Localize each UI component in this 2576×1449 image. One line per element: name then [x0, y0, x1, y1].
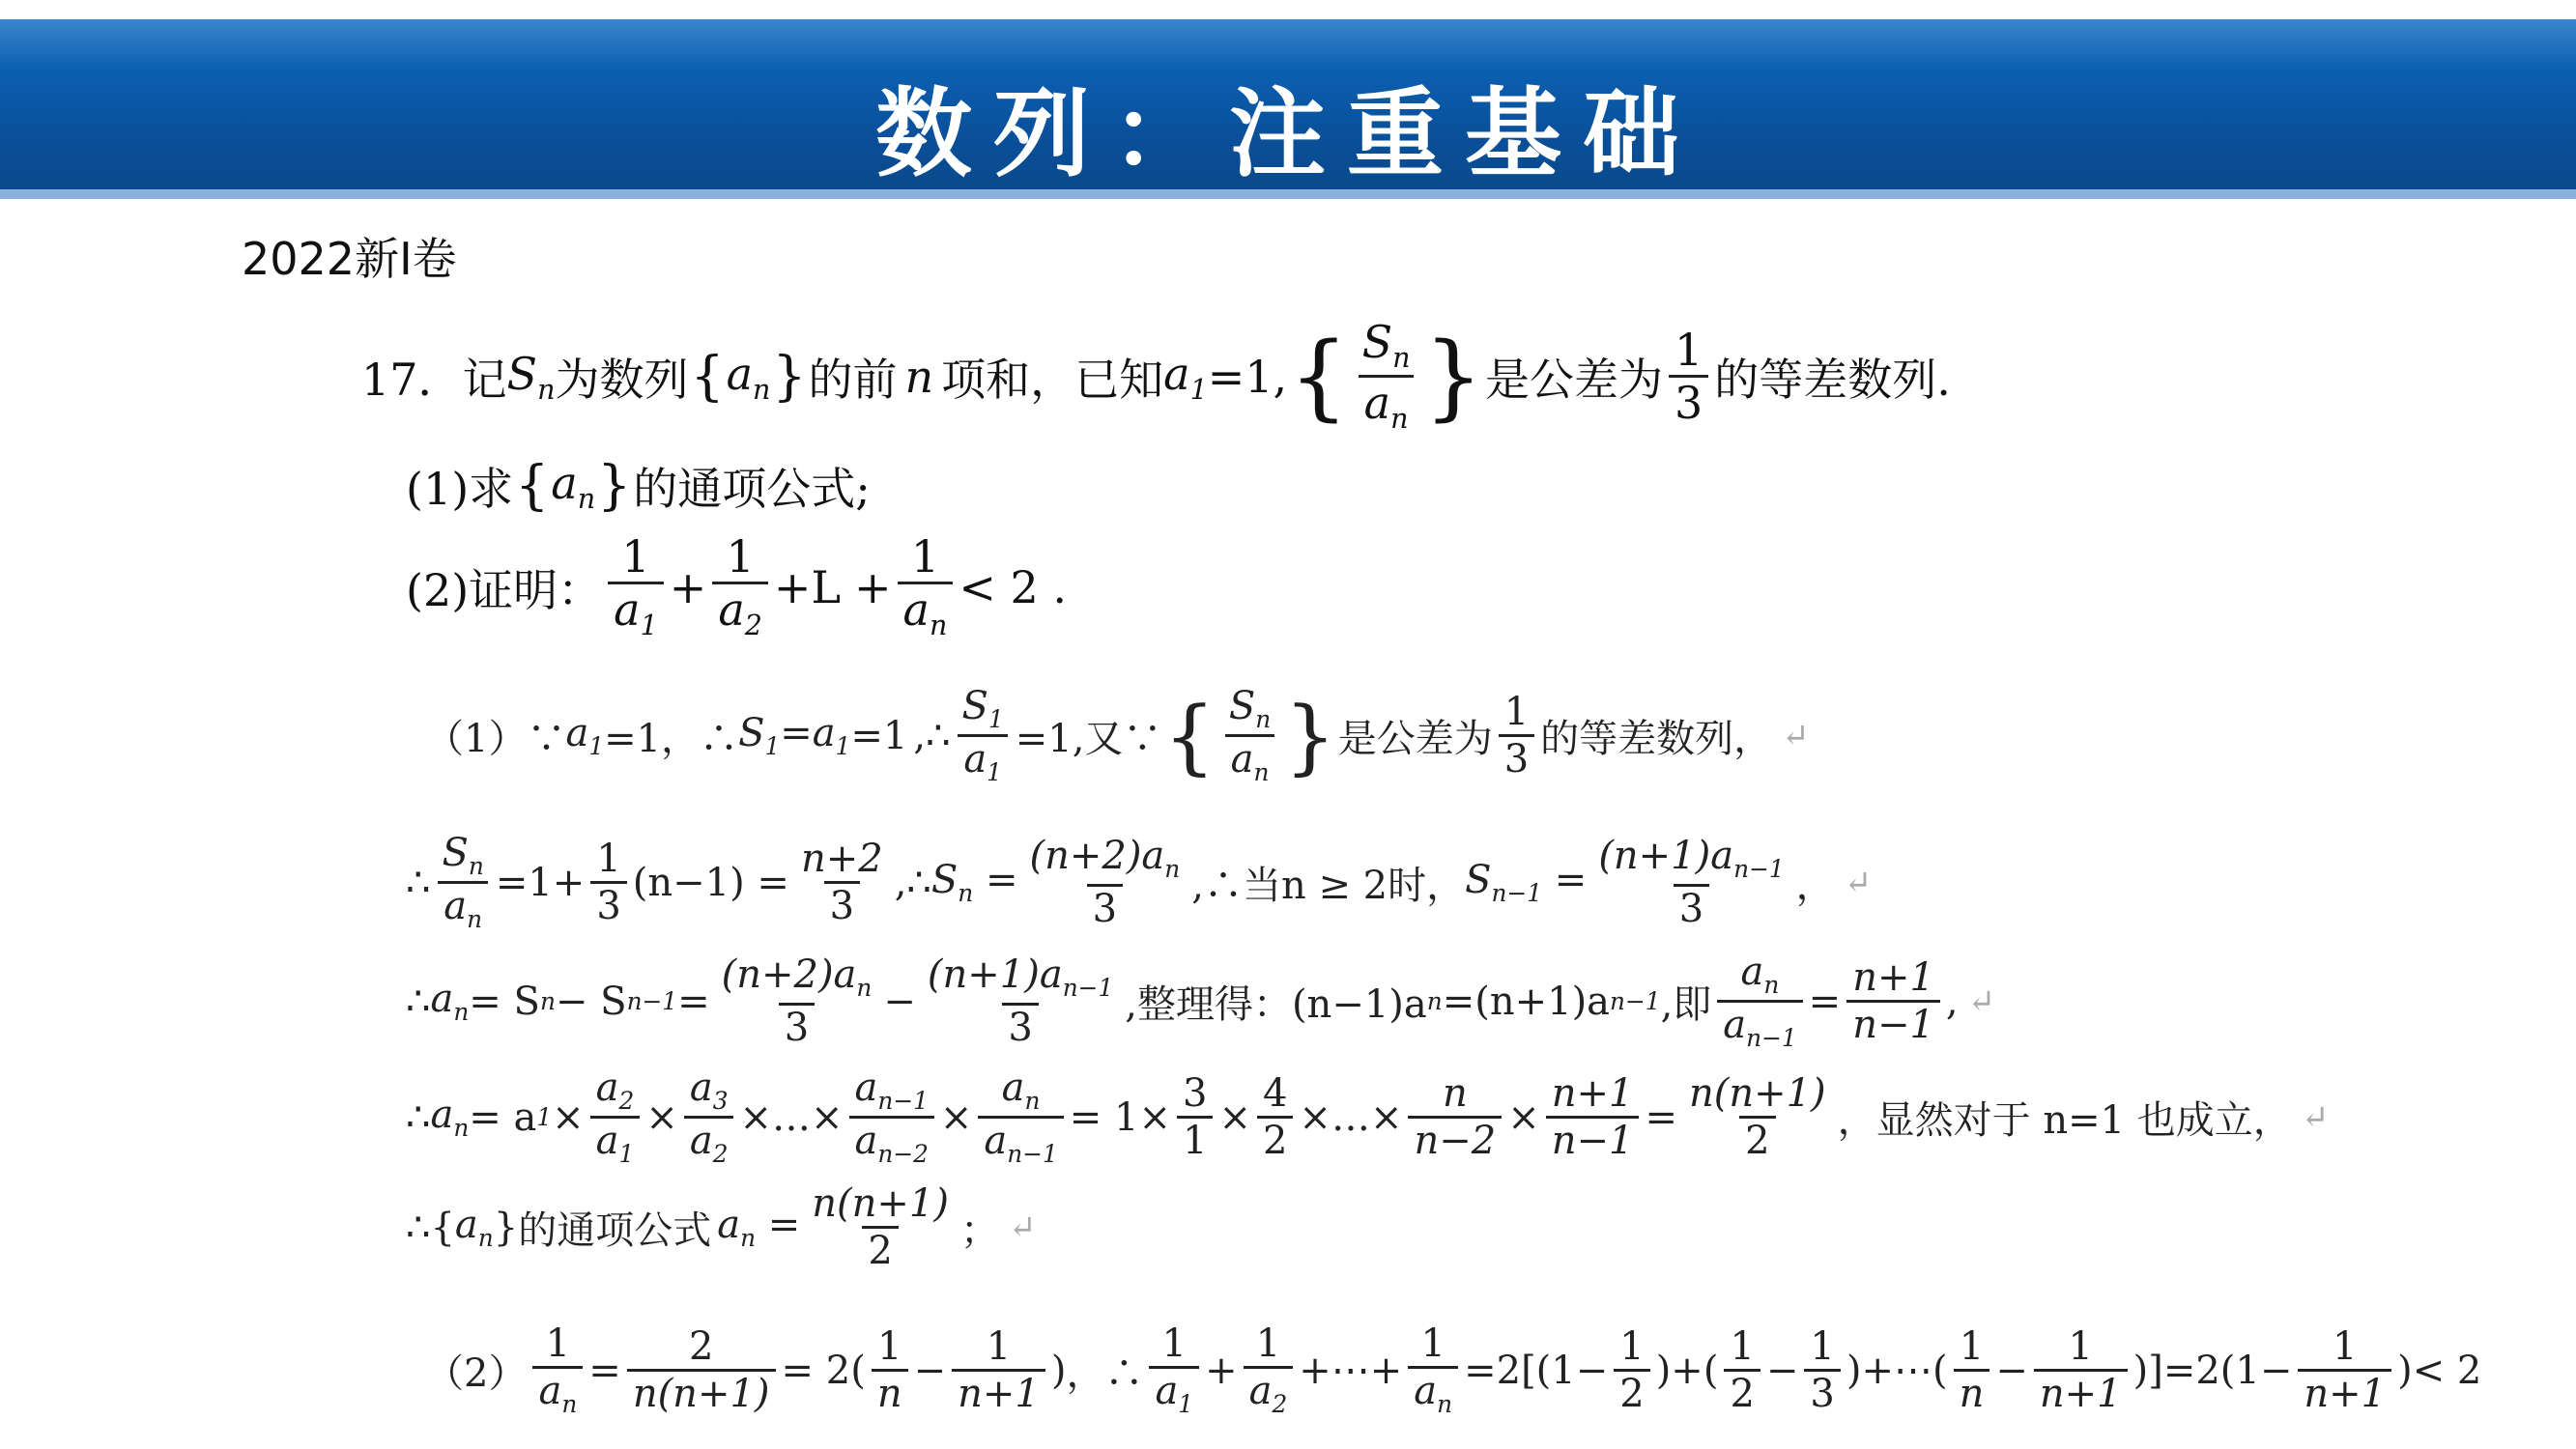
- fraction: $\frac{n(n+1)}{2}$: [1688, 1071, 1826, 1164]
- return-mark: ↵: [1782, 716, 1810, 755]
- fraction: $\frac{a_n}{a_{n-1}}$: [978, 1067, 1063, 1167]
- fraction: $\frac{(n+1)a_{n-1}}{3}$: [927, 952, 1114, 1051]
- solution-line-6: （2） $\frac{1}{a_n}$ = $\frac{2}{n(n+1)}$ = 2 ( $\frac{1}{n}$ − $\frac{1}{n+1}$ ) ，∴ $\frac{1}{a_1}$ + $\frac{1}{a_2}$ +⋯+ $\frac{1}{a_n}$ =2[(1− $\frac{1}{2}$ )+( $\frac{1}{2}$ − $\frac{1}{3}$ )+⋯( $\frac{1}{n}$ − $\frac{1}{n+1}$ )]=2(1− $\frac{1}{n+1}$ ) < 2: [425, 1321, 2482, 1418]
- solution-text: ,整理得：(n−1)a: [1125, 982, 1427, 1028]
- problem-text: 的前: [808, 353, 898, 406]
- solution-text: ×…×: [739, 1094, 844, 1140]
- fraction: $\frac{1}{3}$: [590, 838, 626, 926]
- left-brace: {: [1289, 322, 1349, 432]
- seq-symbol: $a_n$: [551, 456, 596, 516]
- right-brace: }: [597, 455, 632, 517]
- solution-line-1: （1）∵ $a_1$ =1，∴ $S_1=a_1$ =1 ,∴ $\frac{S_1}{a_1}$ =1,又∵ { $\frac{S_n}{a_n}$ } 是公差为 $\frac{1}{3}$ 的等差数列， ↵: [425, 684, 1810, 787]
- n-symbol: n: [904, 350, 934, 403]
- fraction: $\frac{1}{a_2}$: [1244, 1323, 1294, 1417]
- fraction: $\frac{a_2}{a_1}$: [590, 1067, 641, 1167]
- solution-text: ×…×: [1299, 1094, 1403, 1140]
- inequality-end: < 2 .: [959, 560, 1068, 613]
- problem-text: =1,: [1207, 350, 1288, 403]
- part-1: [406, 454, 871, 518]
- solution-text: =1,又∵: [1015, 717, 1162, 762]
- sn-1-symbol: $S_{n-1}$ =: [1465, 858, 1588, 908]
- fraction: $\frac{n(n+1)}{2}$: [812, 1181, 949, 1273]
- fraction: $\frac{1}{a_2}$: [712, 533, 768, 640]
- problem-text: 的等差数列.: [1714, 353, 1951, 406]
- fraction: $\frac{S_n}{a_n}$: [436, 833, 489, 932]
- return-mark: ↵: [2301, 1097, 2330, 1137]
- return-mark: ↵: [1844, 863, 1873, 902]
- fraction: $\frac{a_3}{a_2}$: [684, 1067, 734, 1167]
- fraction: $\frac{a_{n-1}}{a_{n-2}}$: [849, 1067, 934, 1167]
- solution-text: ，∴: [1066, 1351, 1144, 1397]
- problem-text: 是公差为: [1485, 353, 1663, 406]
- return-mark: ↵: [1008, 1208, 1037, 1247]
- solution-text: （1）∵: [425, 717, 566, 762]
- fraction: $\frac{4}{2}$: [1257, 1073, 1293, 1161]
- fraction: $\frac{1}{n+1}$: [952, 1326, 1045, 1414]
- solution-text: < 2: [2412, 1348, 2482, 1393]
- fraction: $\frac{1}{a_1}$: [608, 533, 664, 640]
- fraction: $\frac{n+1}{n-1}$: [1546, 1073, 1640, 1161]
- fraction: $\frac{1}{a_n}$: [898, 533, 954, 640]
- problem-text: 记: [462, 353, 507, 406]
- solution-line-3: ∴ $a_n$ = S n − S n−1 = $\frac{(n+2)a_n}{3}$ − $\frac{(n+1)a_{n-1}}{3}$ ,整理得：(n−1)a n =(n+1)a n−1 ,即 $\frac{a_n}{a_{n-1}}$ = $\frac{n+1}{n-1}$ , ↵: [406, 950, 1996, 1053]
- left-brace: {: [690, 345, 725, 408]
- solution-text: 的等差数列，: [1540, 717, 1773, 762]
- fraction: $\frac{1}{n+1}$: [2034, 1326, 2128, 1414]
- seq-symbol: $a_n$: [726, 347, 771, 406]
- right-brace: }: [1284, 688, 1336, 783]
- solution-text: − S: [555, 979, 627, 1024]
- left-brace: {: [1163, 688, 1216, 783]
- difference-fraction: $\frac{1}{3}$: [1669, 327, 1708, 427]
- solution-text: =1，∴: [604, 717, 739, 762]
- problem-text: 为数列: [555, 353, 689, 406]
- solution-text: = S: [469, 979, 540, 1024]
- solution-text: +⋯+: [1299, 1348, 1403, 1393]
- return-mark: ↵: [1967, 981, 1996, 1021]
- solution-text: 的通项公式: [518, 1208, 712, 1253]
- page-title: 数列：注重基础: [875, 77, 1701, 190]
- problem-statement: [361, 316, 1951, 436]
- sn-symbol: $S_n$ =: [930, 858, 1018, 908]
- sum-symbol: $S_n$: [506, 347, 556, 406]
- a1-symbol: $a_1$: [565, 711, 605, 761]
- left-brace: {: [515, 455, 550, 517]
- fraction: $\frac{1}{n+1}$: [2298, 1326, 2391, 1414]
- solution-line-4: ∴ $a_n$ = a 1 × $\frac{a_2}{a_1}$ × $\frac{a_3}{a_2}$ ×…× $\frac{a_{n-1}}{a_{n-2}}$ × $\frac{a_n}{a_{n-1}}$ = 1× $\frac{3}{1}$ × $\frac{4}{2}$ ×…× $\frac{n}{n-2}$ × $\frac{n+1}{n-1}$ = $\frac{n(n+1)}{2}$ ，显然对于 n=1 也成立， ↵: [406, 1065, 2330, 1169]
- fraction: $\frac{1}{2}$: [1724, 1326, 1760, 1414]
- plus-sign: +: [854, 560, 892, 613]
- solution-text: ,∴: [894, 860, 931, 905]
- plus-sign: +: [669, 560, 707, 613]
- fraction: $\frac{1}{n}$: [872, 1326, 908, 1414]
- fraction: $\frac{1}{2}$: [1614, 1326, 1649, 1414]
- s1-symbol: $S_1=a_1$: [738, 711, 851, 761]
- part2-label: (2)证明：: [406, 563, 603, 616]
- solution-text: = 1×: [1069, 1094, 1171, 1140]
- fraction: $\frac{3}{1}$: [1177, 1073, 1213, 1161]
- fraction: $\frac{1}{3}$: [1499, 692, 1534, 780]
- fraction: $\frac{S_1}{a_1}$: [957, 686, 1010, 785]
- fraction: $\frac{n+1}{n-1}$: [1846, 957, 1940, 1045]
- seq-symbol: $a_n$: [454, 1203, 494, 1252]
- right-brace: }: [1423, 322, 1483, 432]
- solution-text: ,即: [1660, 982, 1712, 1028]
- solution-text: （2）: [425, 1351, 528, 1397]
- ellipsis-term: +L: [773, 560, 841, 613]
- solution-text: ,∴当n ≥ 2时，: [1191, 864, 1466, 909]
- right-brace: }: [772, 345, 807, 408]
- an-symbol: $a_n$ =: [717, 1203, 801, 1252]
- part1-text: 的通项公式;: [633, 463, 871, 515]
- source-label: 2022新Ⅰ卷: [242, 233, 457, 285]
- solution-text: (n−1) =: [632, 860, 789, 905]
- fraction: $\frac{(n+2)a_n}{3}$: [721, 952, 873, 1051]
- fraction: $\frac{1}{3}$: [1804, 1326, 1840, 1414]
- fraction: $\frac{1}{a_1}$: [1149, 1323, 1199, 1417]
- ratio-fraction: $\frac{S_n}{a_n}$: [1357, 319, 1417, 434]
- fraction: $\frac{S_n}{a_n}$: [1223, 686, 1276, 785]
- a1-symbol: $a_1$: [1163, 347, 1208, 406]
- fraction: $\frac{2}{n(n+1)}$: [627, 1326, 776, 1414]
- solution-text: ，显然对于 n=1 也成立，: [1837, 1098, 2292, 1144]
- fraction: $\frac{1}{n}$: [1954, 1326, 1990, 1414]
- solution-line-5: ∴{ $a_n$ } 的通项公式 $a_n$ = $\frac{n(n+1)}{2}$ ； ↵: [406, 1181, 1037, 1273]
- problem-number: 17．: [361, 353, 463, 406]
- solution-text: = a: [469, 1094, 537, 1140]
- fraction: $\frac{1}{a_n}$: [532, 1323, 583, 1417]
- title-banner: [0, 19, 2576, 199]
- fraction: $\frac{n}{n-2}$: [1408, 1073, 1502, 1161]
- solution-text: =1: [850, 713, 908, 758]
- solution-text: =1+: [495, 860, 586, 905]
- solution-text: =(n+1)a: [1442, 979, 1611, 1024]
- solution-text: = 2: [781, 1348, 851, 1393]
- fraction: $\frac{1}{a_n}$: [1408, 1323, 1458, 1417]
- solution-line-2: ∴ $\frac{S_n}{a_n}$ =1+ $\frac{1}{3}$ (n−1) = $\frac{n+2}{3}$ ,∴ $S_n$ = $\frac{(n+2)a_n}{3}$ ,∴当n ≥ 2时， $S_{n-1}$ = $\frac{(n+1)a_{n-1}}{3}$ ， ↵: [406, 831, 1873, 934]
- fraction: $\frac{n+2}{3}$: [800, 837, 883, 929]
- part-2: [406, 530, 1068, 642]
- solution-text: 是公差为: [1337, 717, 1493, 762]
- problem-text: 项和，已知: [941, 353, 1164, 406]
- an-symbol: $a_n$: [430, 1093, 470, 1143]
- fraction: $\frac{(n+2)a_n}{3}$: [1029, 834, 1181, 932]
- an-symbol: $a_n$: [430, 977, 470, 1027]
- part1-label: (1)求: [406, 463, 514, 515]
- fraction: $\frac{a_n}{a_{n-1}}$: [1717, 952, 1802, 1051]
- fraction: $\frac{(n+1)a_{n-1}}{3}$: [1598, 834, 1785, 932]
